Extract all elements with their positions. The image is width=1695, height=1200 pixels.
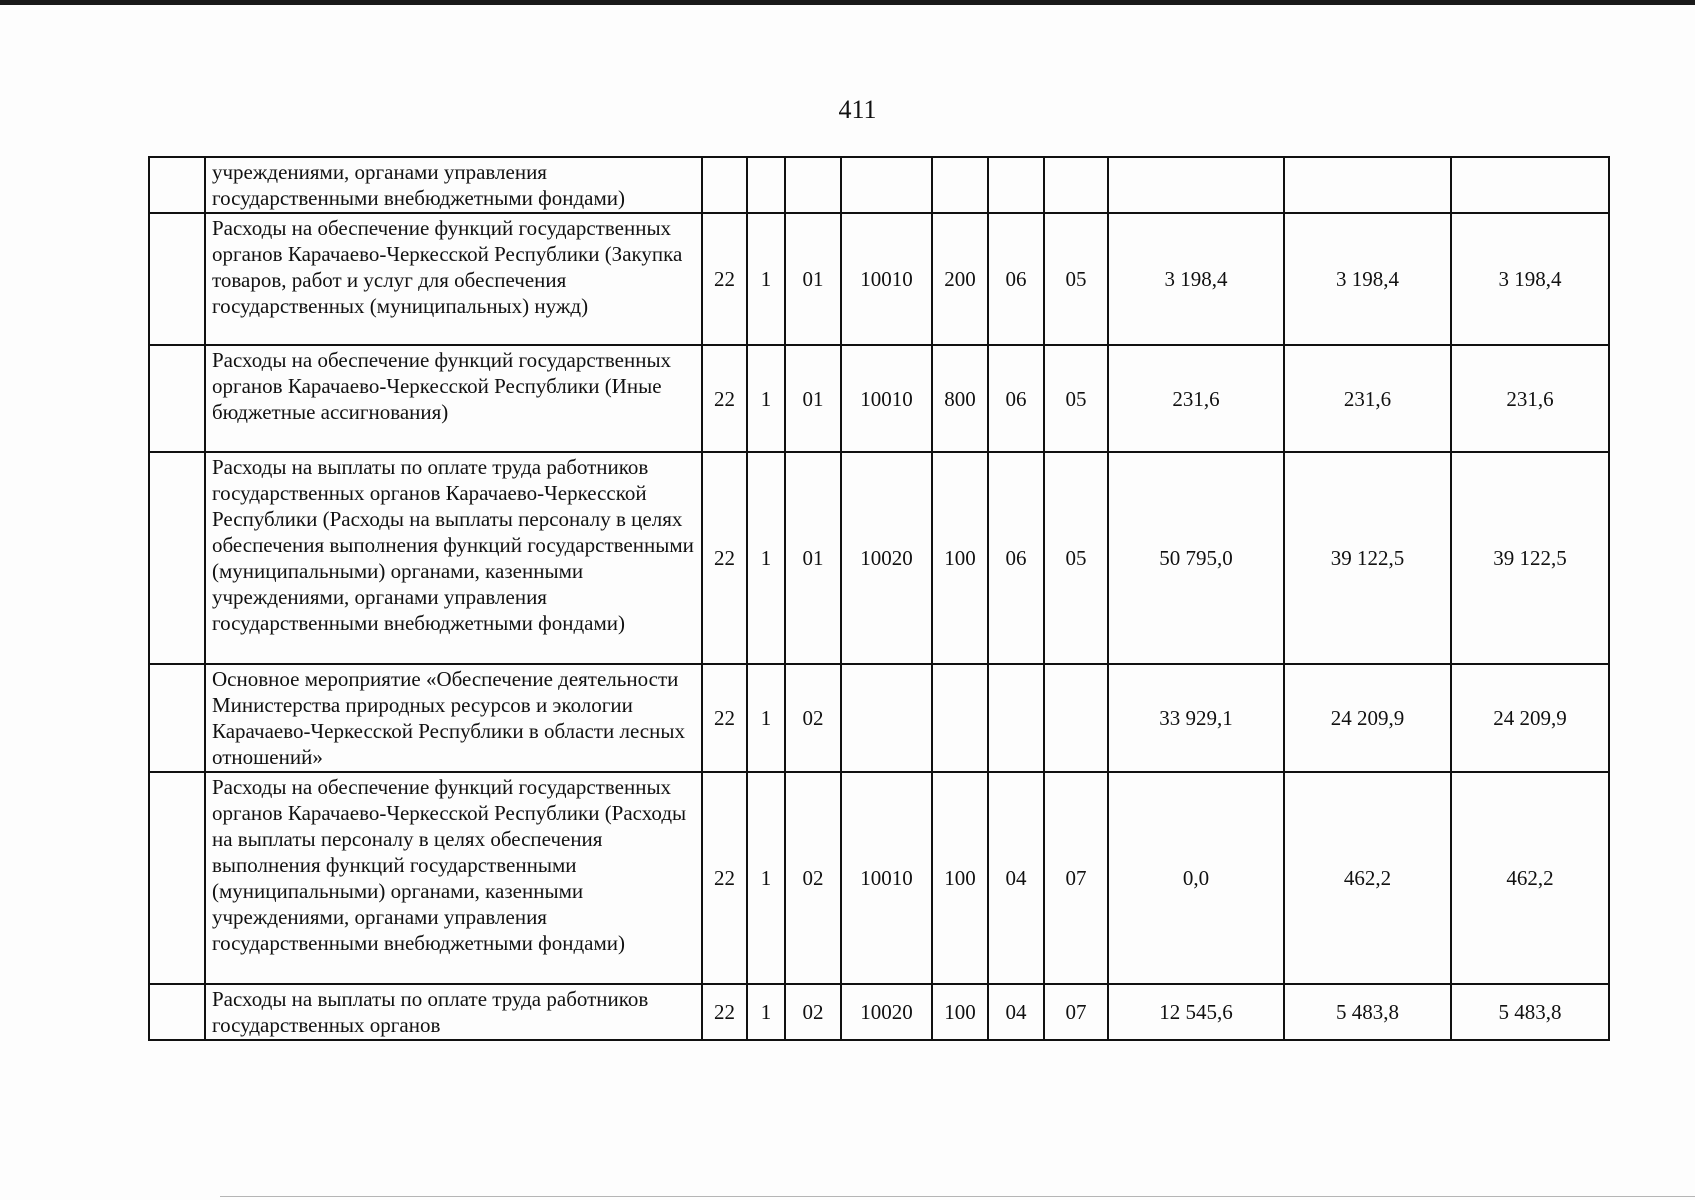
amount-cell-1: 231,6 [1108, 345, 1284, 452]
page-top-border [0, 0, 1695, 5]
code-cell-3: 01 [785, 452, 841, 664]
amount-cell-1: 33 929,1 [1108, 664, 1284, 772]
code-cell-2: 1 [747, 664, 785, 772]
amount-cell-3: 24 209,9 [1451, 664, 1609, 772]
amount-cell-3: 5 483,8 [1451, 984, 1609, 1040]
row-description: учреждениями, органами управления государственными внебюджетными фондами) [205, 157, 702, 213]
amount-cell-1: 0,0 [1108, 772, 1284, 984]
amount-cell-2: 39 122,5 [1284, 452, 1451, 664]
code-cell-5: 100 [932, 772, 988, 984]
code-cell-5 [932, 664, 988, 772]
row-description: Расходы на выплаты по оплате труда работников государственных органов Карачаево-Черкесской Республики (Расходы на выплаты персоналу в целях обеспечения выполнения функций государственными (муниципальными) органами, казенными учреждениями, органами управления государственными внебюджетными фондами) [205, 452, 702, 664]
amount-cell-3: 3 198,4 [1451, 213, 1609, 345]
code-cell-5: 100 [932, 452, 988, 664]
amount-cell-2: 24 209,9 [1284, 664, 1451, 772]
amount-cell-1: 50 795,0 [1108, 452, 1284, 664]
code-cell-7: 05 [1044, 345, 1108, 452]
code-cell-2: 1 [747, 345, 785, 452]
row-description: Расходы на обеспечение функций государственных органов Карачаево-Черкесской Республики (Расходы на выплаты персоналу в целях обеспечения выполнения функций государственными (муниципальными) органами, казенными учреждениями, органами управления государственными внебюджетными фондами) [205, 772, 702, 984]
code-cell-3: 02 [785, 772, 841, 984]
table-row [149, 157, 1609, 213]
table-row [149, 213, 1609, 345]
code-cell-6 [988, 157, 1044, 213]
row-description: Расходы на обеспечение функций государственных органов Карачаево-Черкесской Республики (Закупка товаров, работ и услуг для обеспечения государственных (муниципальных) нужд) [205, 213, 702, 345]
code-cell-5 [932, 157, 988, 213]
code-cell-3: 02 [785, 984, 841, 1040]
row-number-cell [149, 984, 205, 1040]
amount-cell-3: 462,2 [1451, 772, 1609, 984]
code-cell-4: 10020 [841, 984, 932, 1040]
code-cell-7 [1044, 664, 1108, 772]
amount-cell-3 [1451, 157, 1609, 213]
code-cell-4: 10020 [841, 452, 932, 664]
amount-cell-3: 39 122,5 [1451, 452, 1609, 664]
code-cell-4: 10010 [841, 345, 932, 452]
code-cell-1: 22 [702, 213, 747, 345]
table-row [149, 345, 1609, 452]
amount-cell-1: 3 198,4 [1108, 213, 1284, 345]
amount-cell-2: 231,6 [1284, 345, 1451, 452]
page-number: 411 [838, 95, 877, 124]
code-cell-3: 01 [785, 345, 841, 452]
amount-cell-1: 12 545,6 [1108, 984, 1284, 1040]
code-cell-6: 06 [988, 345, 1044, 452]
code-cell-1: 22 [702, 984, 747, 1040]
code-cell-6: 06 [988, 213, 1044, 345]
code-cell-4 [841, 664, 932, 772]
code-cell-2: 1 [747, 213, 785, 345]
code-cell-2: 1 [747, 452, 785, 664]
code-cell-5: 200 [932, 213, 988, 345]
code-cell-4: 10010 [841, 213, 932, 345]
code-cell-6: 06 [988, 452, 1044, 664]
code-cell-1: 22 [702, 772, 747, 984]
row-number-cell [149, 213, 205, 345]
amount-cell-2: 5 483,8 [1284, 984, 1451, 1040]
code-cell-5: 800 [932, 345, 988, 452]
code-cell-4: 10010 [841, 772, 932, 984]
code-cell-1 [702, 157, 747, 213]
code-cell-3: 02 [785, 664, 841, 772]
code-cell-2: 1 [747, 772, 785, 984]
row-number-cell [149, 345, 205, 452]
amount-cell-2: 3 198,4 [1284, 213, 1451, 345]
code-cell-1: 22 [702, 664, 747, 772]
code-cell-5: 100 [932, 984, 988, 1040]
row-description: Расходы на обеспечение функций государственных органов Карачаево-Черкесской Республики (Иные бюджетные ассигнования) [205, 345, 702, 452]
code-cell-6: 04 [988, 984, 1044, 1040]
code-cell-7: 05 [1044, 213, 1108, 345]
code-cell-6: 04 [988, 772, 1044, 984]
row-number-cell [149, 772, 205, 984]
code-cell-7 [1044, 157, 1108, 213]
budget-table [148, 156, 1610, 1041]
amount-cell-1 [1108, 157, 1284, 213]
code-cell-7: 05 [1044, 452, 1108, 664]
row-number-cell [149, 157, 205, 213]
code-cell-7: 07 [1044, 984, 1108, 1040]
code-cell-7: 07 [1044, 772, 1108, 984]
table-row [149, 452, 1609, 664]
table-row [149, 984, 1609, 1040]
code-cell-1: 22 [702, 345, 747, 452]
row-number-cell [149, 664, 205, 772]
code-cell-2 [747, 157, 785, 213]
row-description: Расходы на выплаты по оплате труда работников государственных органов [205, 984, 702, 1040]
code-cell-3: 01 [785, 213, 841, 345]
code-cell-3 [785, 157, 841, 213]
code-cell-6 [988, 664, 1044, 772]
table-row [149, 664, 1609, 772]
code-cell-1: 22 [702, 452, 747, 664]
code-cell-2: 1 [747, 984, 785, 1040]
row-number-cell [149, 452, 205, 664]
amount-cell-2 [1284, 157, 1451, 213]
page-bottom-line [220, 1196, 1695, 1197]
amount-cell-3: 231,6 [1451, 345, 1609, 452]
row-description: Основное мероприятие «Обеспечение деятельности Министерства природных ресурсов и экологии Карачаево-Черкесской Республики в области лесных отношений» [205, 664, 702, 772]
table-row [149, 772, 1609, 984]
code-cell-4 [841, 157, 932, 213]
amount-cell-2: 462,2 [1284, 772, 1451, 984]
